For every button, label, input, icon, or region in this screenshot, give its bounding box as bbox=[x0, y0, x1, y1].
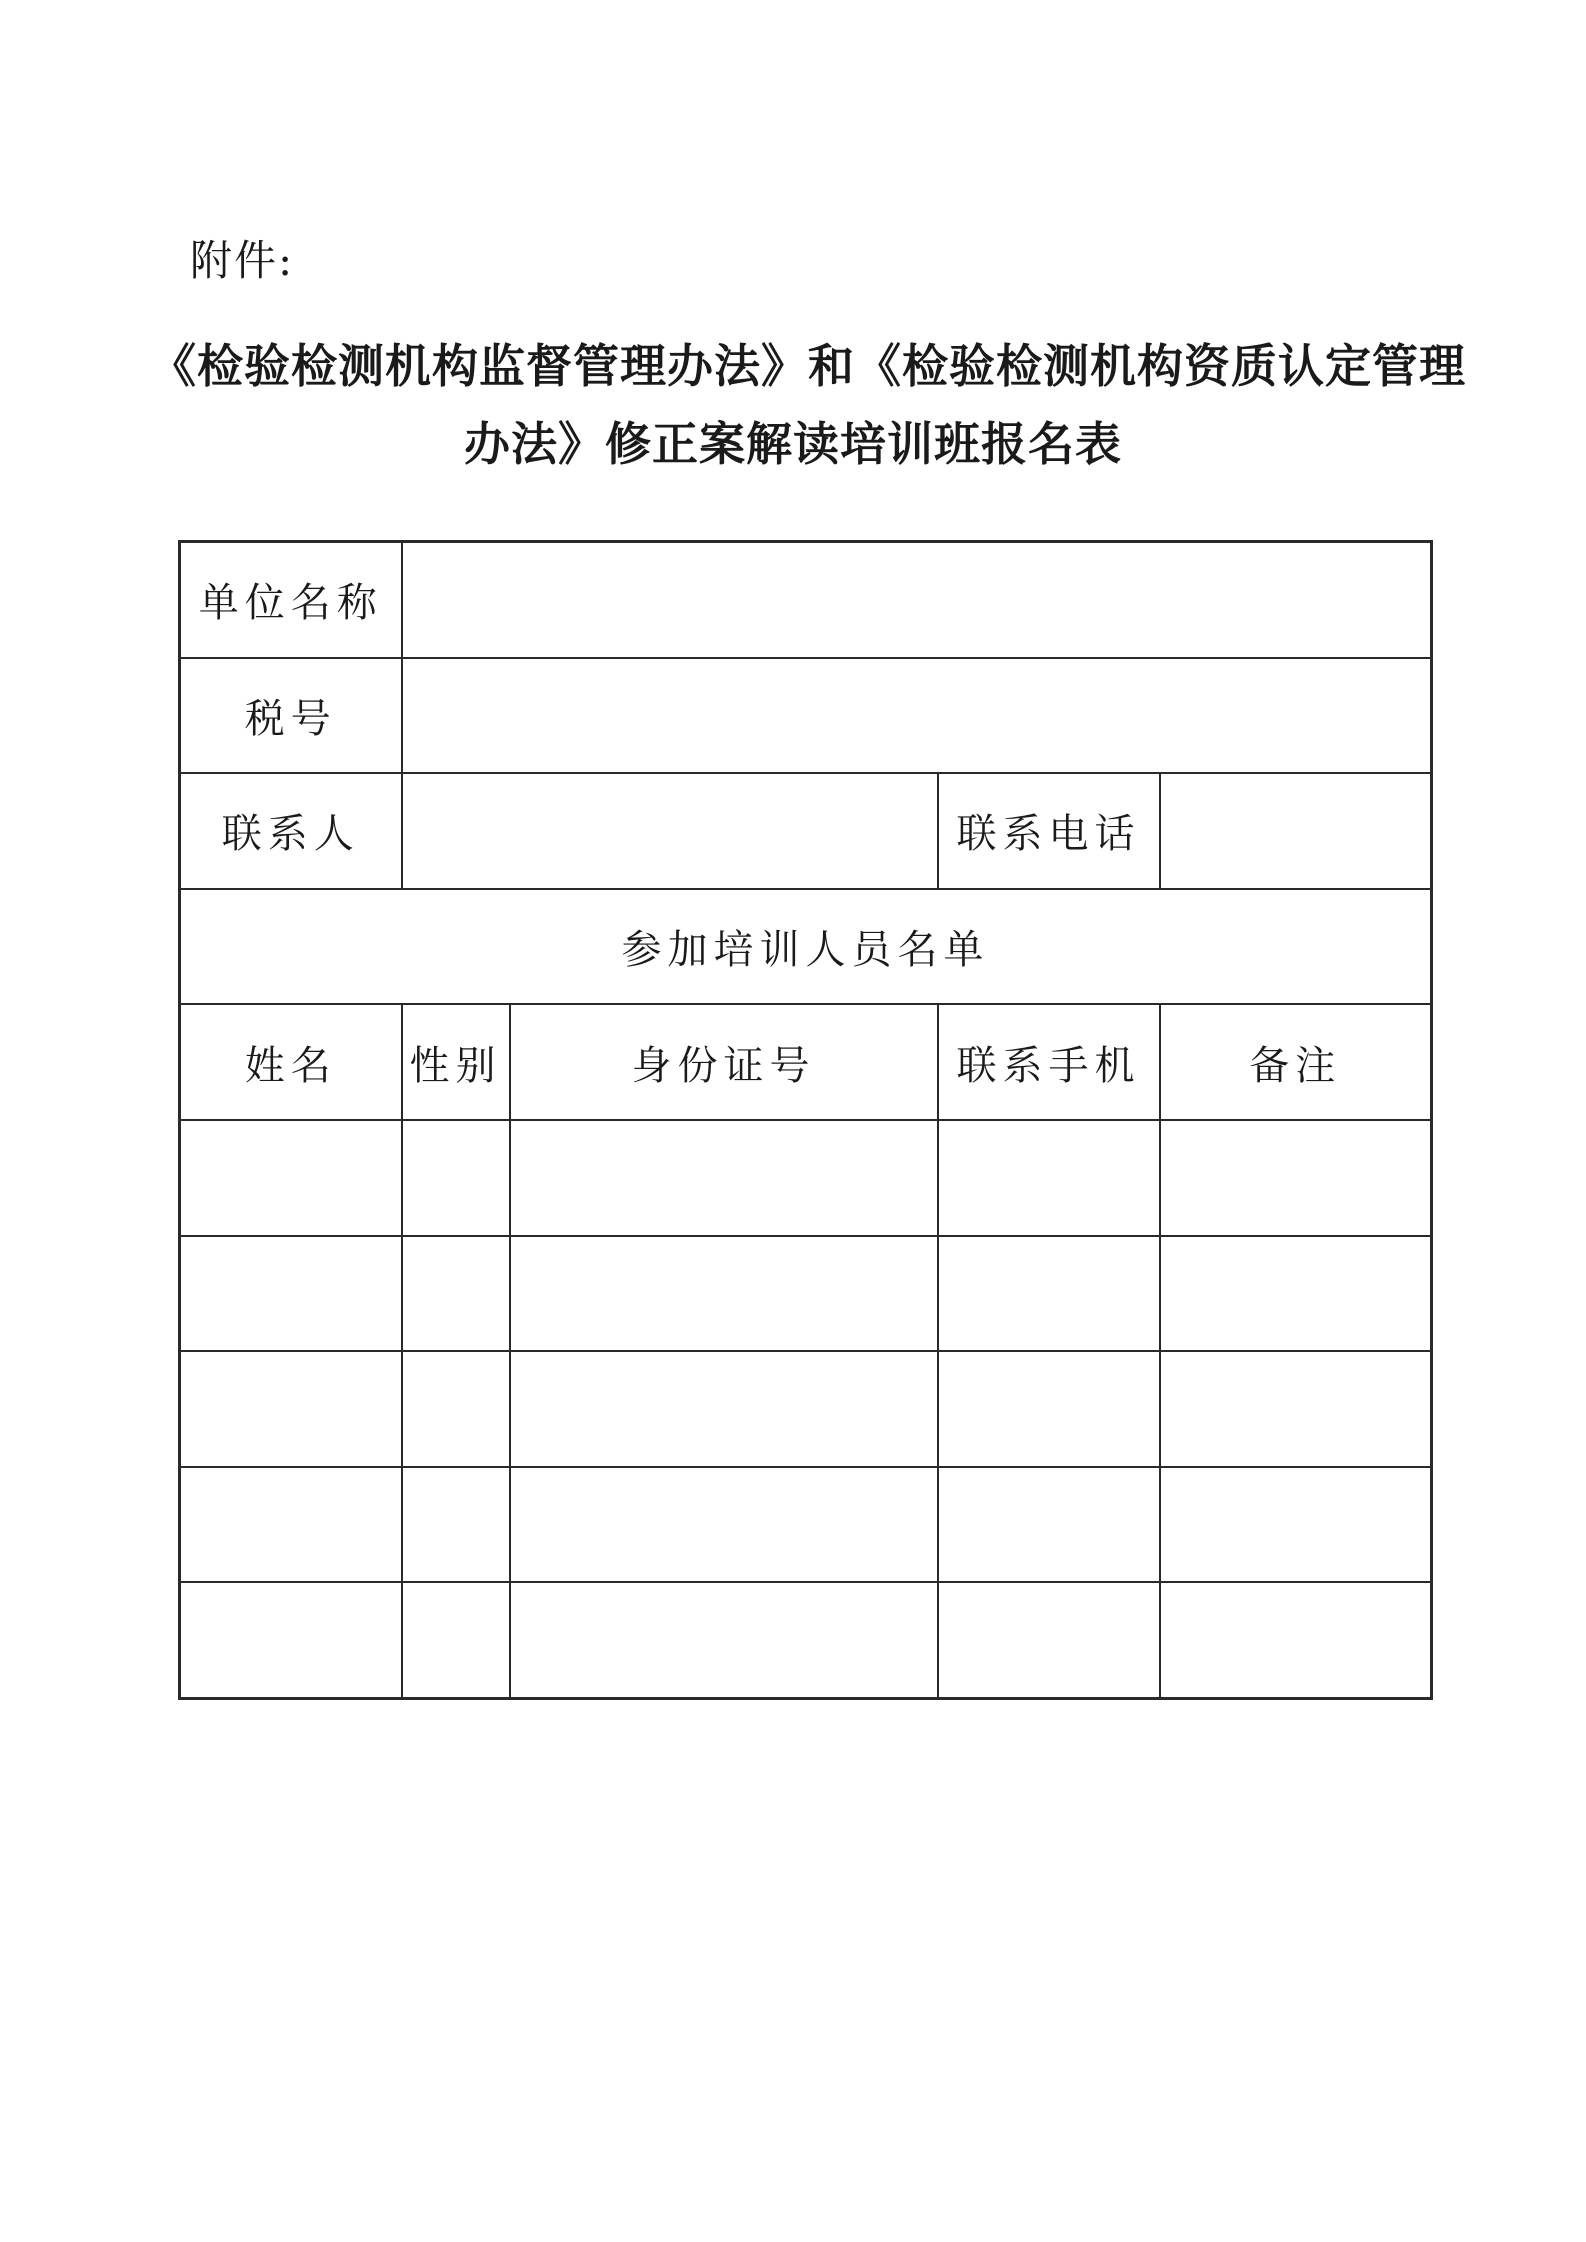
participant-row bbox=[180, 1582, 1432, 1698]
unit-name-label: 单位名称 bbox=[180, 542, 402, 658]
participant-id-cell[interactable] bbox=[510, 1582, 938, 1698]
participant-remarks-cell[interactable] bbox=[1160, 1351, 1432, 1467]
tax-id-field[interactable] bbox=[402, 658, 1432, 774]
participant-gender-cell[interactable] bbox=[402, 1351, 510, 1467]
participant-mobile-cell[interactable] bbox=[938, 1582, 1160, 1698]
participant-id-cell[interactable] bbox=[510, 1351, 938, 1467]
participant-id-cell[interactable] bbox=[510, 1120, 938, 1236]
participant-row bbox=[180, 1351, 1432, 1467]
unit-name-row bbox=[180, 542, 1432, 658]
participant-remarks-cell[interactable] bbox=[1160, 1582, 1432, 1698]
attachment-label: 附件: bbox=[190, 236, 295, 285]
contact-person-label: 联系人 bbox=[180, 773, 402, 889]
participants-header: 参加培训人员名单 bbox=[180, 889, 1432, 1005]
participant-gender-cell[interactable] bbox=[402, 1582, 510, 1698]
column-header-row bbox=[180, 1004, 1432, 1120]
participant-gender-cell[interactable] bbox=[402, 1236, 510, 1352]
column-header-remarks: 备注 bbox=[1160, 1004, 1432, 1120]
document-title-line-1: 《检验检测机构监督管理办法》和《检验检测机构资质认定管理 bbox=[150, 339, 1466, 393]
participant-remarks-cell[interactable] bbox=[1160, 1236, 1432, 1352]
column-header-mobile: 联系手机 bbox=[938, 1004, 1160, 1120]
contact-row bbox=[180, 773, 1432, 889]
participant-mobile-cell[interactable] bbox=[938, 1351, 1160, 1467]
participant-id-cell[interactable] bbox=[510, 1467, 938, 1583]
participant-id-cell[interactable] bbox=[510, 1236, 938, 1352]
participant-name-cell[interactable] bbox=[180, 1582, 402, 1698]
participant-name-cell[interactable] bbox=[180, 1351, 402, 1467]
participant-row bbox=[180, 1120, 1432, 1236]
participant-row bbox=[180, 1236, 1432, 1352]
tax-id-row bbox=[180, 658, 1432, 774]
registration-form-table bbox=[178, 540, 1433, 1700]
participant-mobile-cell[interactable] bbox=[938, 1120, 1160, 1236]
document-title-line-2: 办法》修正案解读培训班报名表 bbox=[464, 417, 1122, 471]
participant-name-cell[interactable] bbox=[180, 1120, 402, 1236]
participant-row bbox=[180, 1467, 1432, 1583]
participant-mobile-cell[interactable] bbox=[938, 1236, 1160, 1352]
column-header-id-number: 身份证号 bbox=[510, 1004, 938, 1120]
column-header-gender: 性别 bbox=[402, 1004, 510, 1120]
participant-remarks-cell[interactable] bbox=[1160, 1467, 1432, 1583]
participant-mobile-cell[interactable] bbox=[938, 1467, 1160, 1583]
tax-id-label: 税号 bbox=[180, 658, 402, 774]
contact-phone-label: 联系电话 bbox=[938, 773, 1160, 889]
participant-name-cell[interactable] bbox=[180, 1467, 402, 1583]
participant-gender-cell[interactable] bbox=[402, 1467, 510, 1583]
unit-name-field[interactable] bbox=[402, 542, 1432, 658]
participant-remarks-cell[interactable] bbox=[1160, 1120, 1432, 1236]
contact-person-field[interactable] bbox=[402, 773, 938, 889]
participant-name-cell[interactable] bbox=[180, 1236, 402, 1352]
participants-header-row bbox=[180, 889, 1432, 1005]
participant-gender-cell[interactable] bbox=[402, 1120, 510, 1236]
column-header-name: 姓名 bbox=[180, 1004, 402, 1120]
contact-phone-field[interactable] bbox=[1160, 773, 1432, 889]
